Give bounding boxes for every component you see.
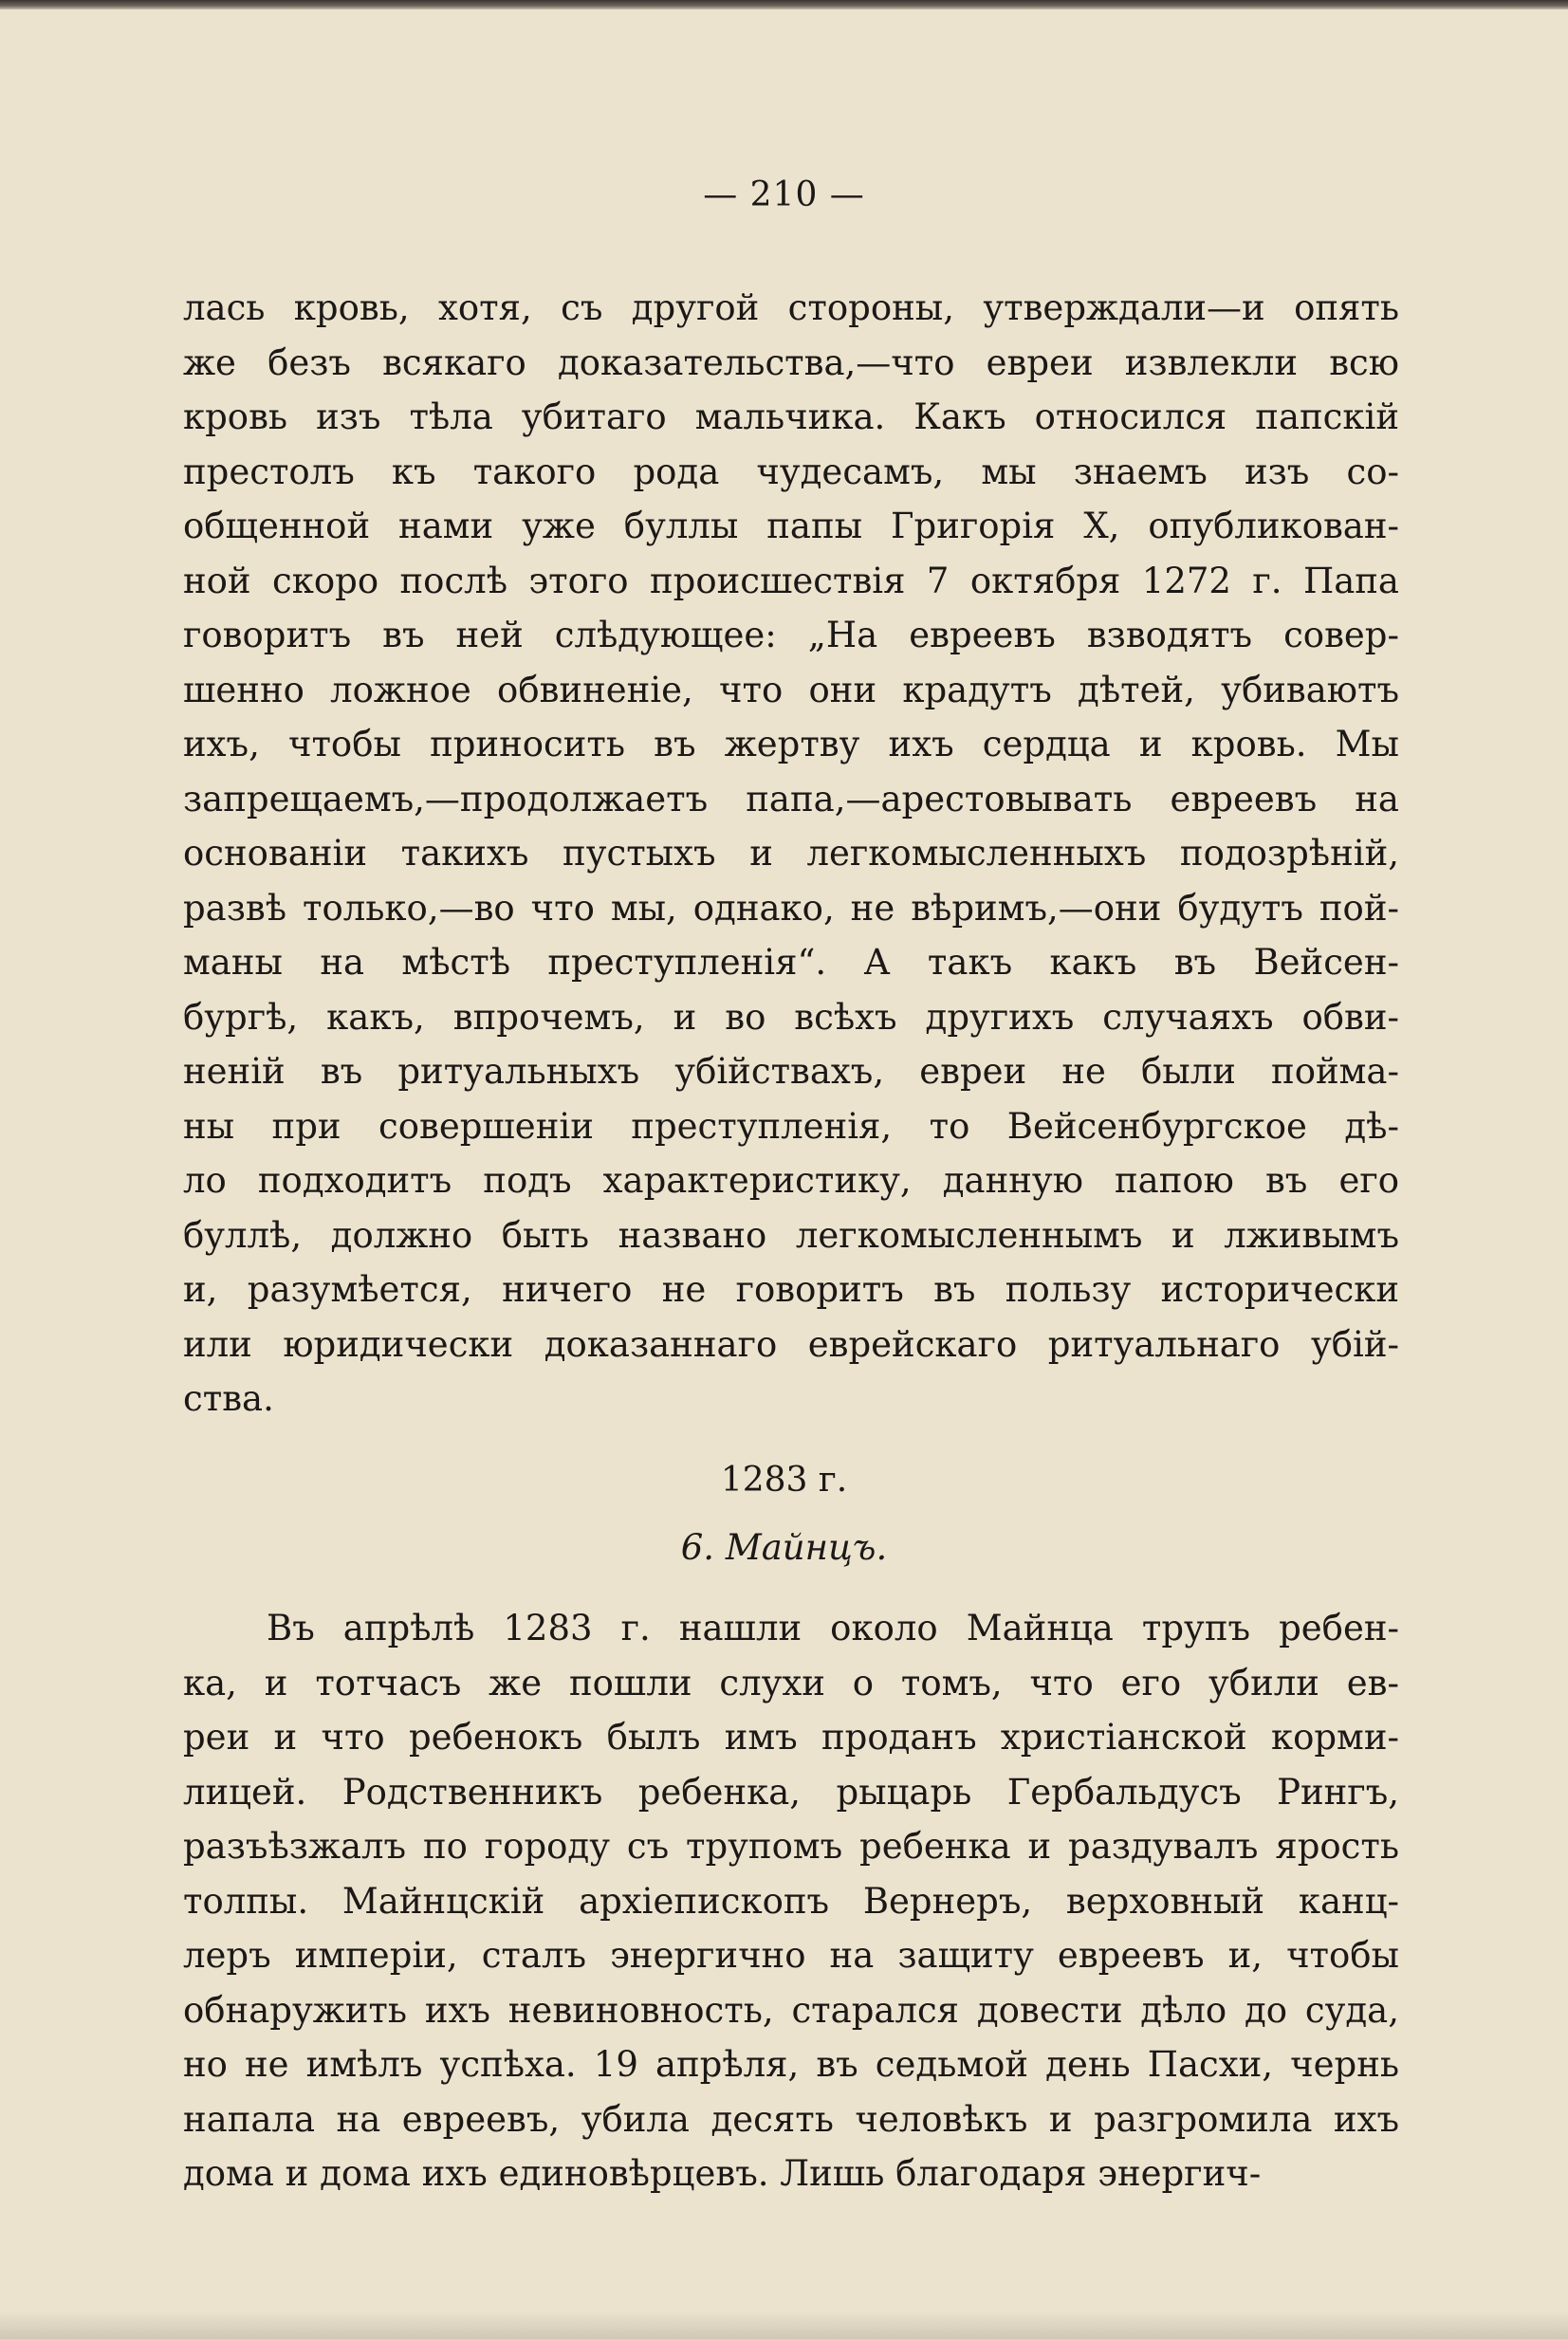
text-line: лась кровь, хотя, съ другой стороны, утверждали—и опять <box>183 287 1399 328</box>
text-line: бургѣ, какъ, впрочемъ, и во всѣхъ другихъ случаяхъ обви- <box>183 996 1399 1038</box>
page-number: — 210 — <box>703 175 865 214</box>
text-line: и, разумѣется, ничего не говоритъ въ пользу исторически <box>183 1269 1399 1310</box>
text-line: ства. <box>183 1378 274 1419</box>
scan-top-edge <box>0 0 1568 9</box>
text-line: напала на евреевъ, убила десять человѣкъ и разгромила ихъ <box>183 2098 1399 2140</box>
text-line: кровь изъ тѣла убитаго мальчика. Какъ относился папскій <box>183 396 1399 437</box>
text-line: престолъ къ такого рода чудесамъ, мы знаемъ изъ со- <box>183 451 1399 492</box>
text-line: шенно ложное обвиненіе, что они крадутъ дѣтей, убиваютъ <box>183 669 1399 710</box>
text-line: же безъ всякаго доказательства,—что евреи извлекли всю <box>183 341 1399 383</box>
section-title-heading: 6. Майнцъ. <box>680 1527 888 1568</box>
text-line: основаніи такихъ пустыхъ и легкомысленныхъ подозрѣній, <box>183 833 1399 874</box>
text-line: общенной нами уже буллы папы Григорія X, опубликован- <box>183 506 1399 546</box>
text-line: буллѣ, должно быть названо легкомысленнымъ и лживымъ <box>183 1214 1399 1256</box>
section-year-heading: 1283 г. <box>720 1461 848 1500</box>
text-line: разъѣзжалъ по городу съ трупомъ ребенка и раздувалъ ярость <box>183 1826 1399 1867</box>
text-line: ной скоро послѣ этого происшествія 7 октября 1272 г. Папа <box>183 560 1399 601</box>
text-line: обнаружить ихъ невиновность, старался довести дѣло до суда, <box>183 1989 1399 2031</box>
text-line: ка, и тотчасъ же пошли слухи о томъ, что его убили ев- <box>183 1662 1399 1704</box>
text-line: ихъ, чтобы приносить въ жертву ихъ сердца и кровь. Мы <box>183 724 1399 764</box>
text-line: ло подходитъ подъ характеристику, данную папою въ его <box>183 1160 1399 1201</box>
text-line: ны при совершеніи преступленія, то Вейсенбургское дѣ- <box>183 1105 1399 1147</box>
paragraph-2 <box>183 1601 1399 2201</box>
text-line: Въ апрѣлѣ 1283 г. нашли около Майнца трупъ ребен- <box>267 1608 1399 1648</box>
text-line: говоритъ въ ней слѣдующее: „На евреевъ взводятъ совер- <box>183 615 1399 655</box>
scan-bottom-shade <box>0 2311 1568 2339</box>
text-line: реи и что ребенокъ былъ имъ проданъ христіанской корми- <box>183 1717 1399 1758</box>
paragraph-1 <box>183 281 1399 1427</box>
text-line: неній въ ритуальныхъ убійствахъ, евреи не были пойма- <box>183 1051 1399 1092</box>
text-line: толпы. Майнцскій архіепископъ Вернеръ, верховный канц- <box>183 1880 1399 1922</box>
text-line: маны на мѣстѣ преступленія“. А такъ какъ въ Вейсен- <box>183 942 1399 983</box>
text-line: дома и дома ихъ единовѣрцевъ. Лишь благодаря энергич- <box>183 2153 1262 2194</box>
text-line: лицей. Родственникъ ребенка, рыцарь Гербальдусъ Рингъ, <box>183 1771 1399 1813</box>
text-line: но не имѣлъ успѣха. 19 апрѣля, въ седьмой день Пасхи, чернь <box>183 2044 1399 2085</box>
text-line: или юридически доказаннаго еврейскаго ритуальнаго убій- <box>183 1323 1399 1365</box>
text-line: запрещаемъ,—продолжаетъ папа,—арестовывать евреевъ на <box>183 778 1399 820</box>
text-line: леръ имперіи, сталъ энергично на защиту евреевъ и, чтобы <box>183 1935 1399 1976</box>
text-line: развѣ только,—во что мы, однако, не вѣримъ,—они будутъ пой- <box>183 887 1399 929</box>
